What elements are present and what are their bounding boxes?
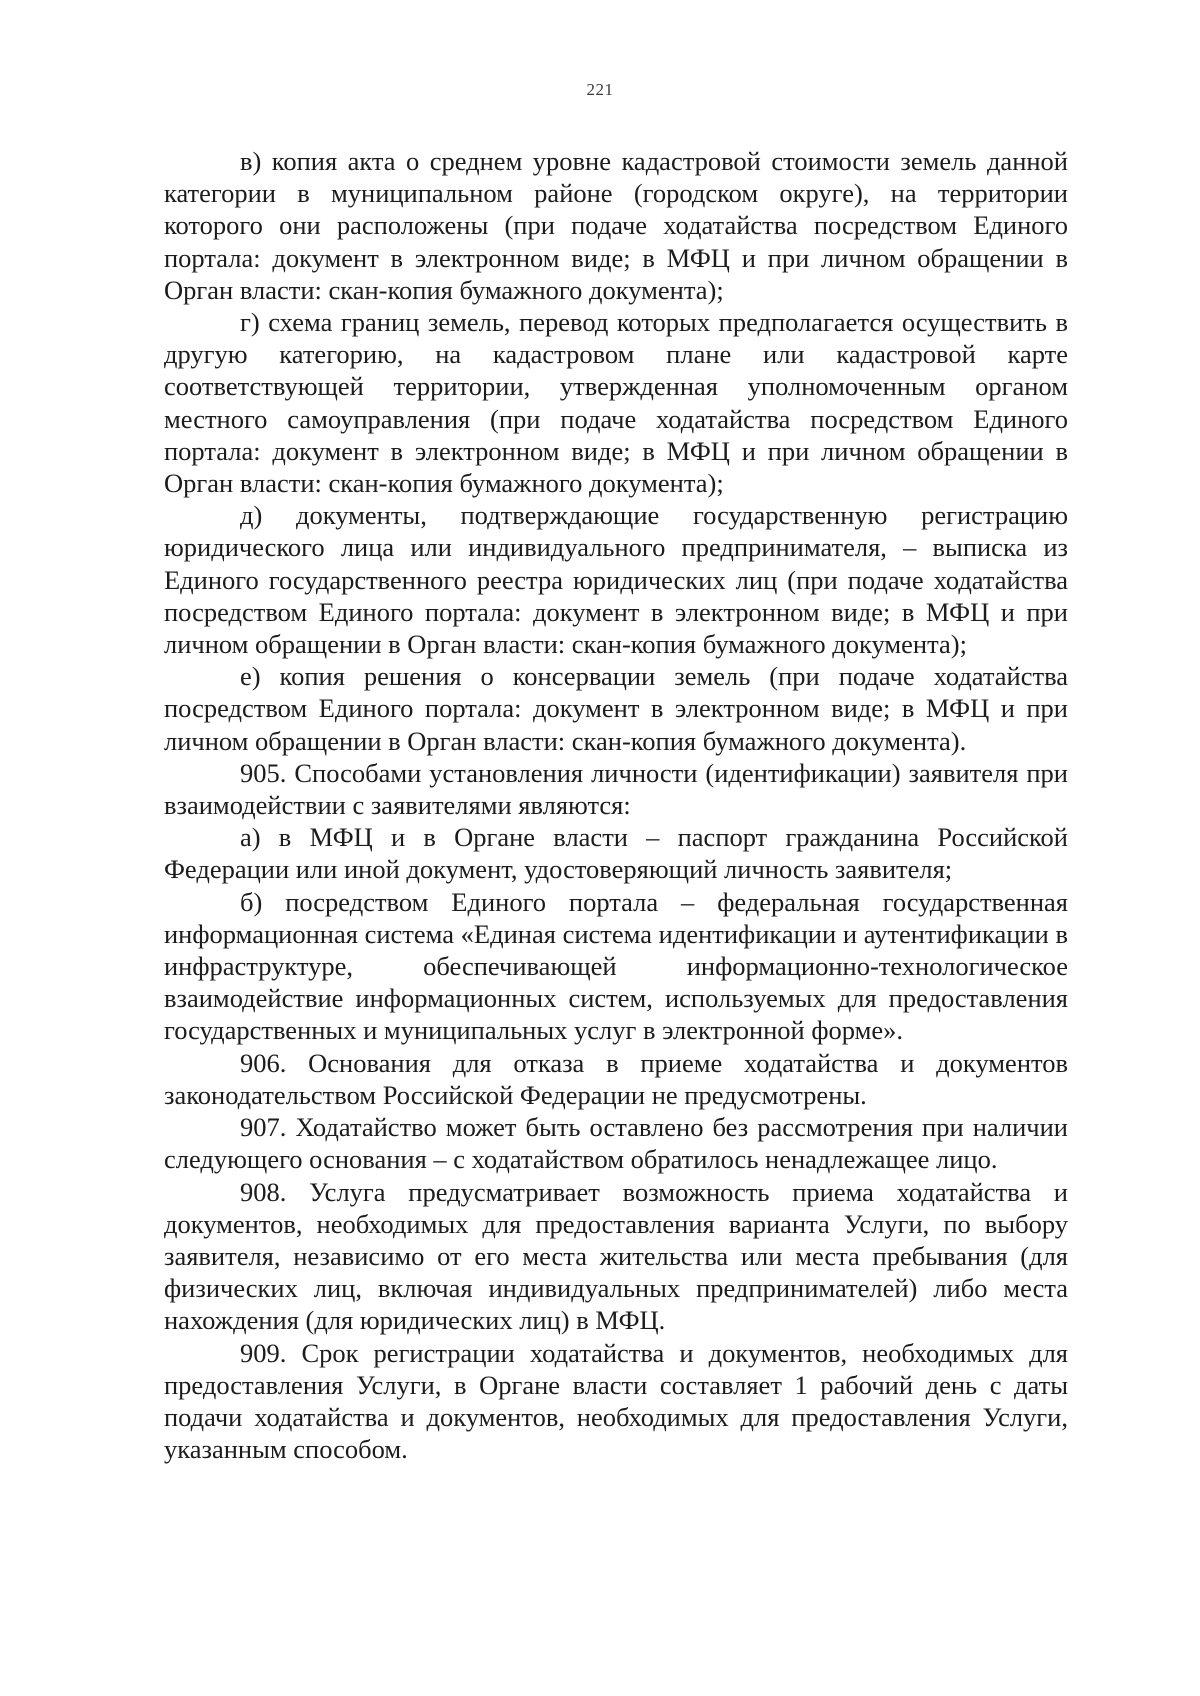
paragraph-e-conservation-decision: е) копия решения о консервации земель (при подаче ходатайства посредством Единого портала: документ в электронном виде; в МФЦ и при личном обращении в Орган власти: скан-копия бумажного документа). [164, 661, 1068, 756]
paragraph-v-cadastral-act-copy: в) копия акта о среднем уровне кадастровой стоимости земель данной категории в муниципальном районе (городском округе), на территории которого они расположены (при подаче ходатайства посредством Единого портала: документ в электронном виде; в МФЦ и при личном обращении в Орган власти: скан-копия бумажного документа); [164, 146, 1068, 305]
paragraph-906-refusal-grounds: 906. Основания для отказа в приеме ходатайства и документов законодательством Российской Федерации не предусмотрены. [164, 1047, 1068, 1110]
paragraph-909-registration-term: 909. Срок регистрации ходатайства и документов, необходимых для предоставления Услуги, в Органе власти составляет 1 рабочий день с даты подачи ходатайства и документов, необходимых для предоставления Услуги, указанным способом. [164, 1337, 1068, 1465]
paragraph-905-b-esia: б) посредством Единого портала – федеральная государственная информационная система «Единая система идентификации и аутентификации в инфраструктуре, обеспечивающей информационно-технологическое взаимодействие информационных систем, используемых для предоставления государственных и муниципальных услуг в электронной форме». [164, 886, 1068, 1046]
paragraph-g-land-boundary-scheme: г) схема границ земель, перевод которых предполагается осуществить в другую категорию, на кадастровом плане или кадастровой карте соответствующей территории, утвержденная уполномоченным органом местного самоуправления (при подаче ходатайства посредством Единого портала: документ в электронном виде; в МФЦ и при личном обращении в Орган власти: скан-копия бумажного документа); [164, 307, 1068, 499]
paragraph-905-a-passport: а) в МФЦ и в Органе власти – паспорт гражданина Российской Федерации или иной документ, удостоверяющий личность заявителя; [164, 822, 1068, 885]
paragraph-908-extraterritorial: 908. Услуга предусматривает возможность приема ходатайства и документов, необходимых для предоставления варианта Услуги, по выбору заявителя, независимо от его места жительства или места пребывания (для физических лиц, включая индивидуальных предпринимателей) либо места нахождения (для юридических лиц) в МФЦ. [164, 1176, 1068, 1336]
document-body [164, 145, 1068, 1465]
page-number: 221 [586, 80, 614, 99]
paragraph-907-no-consideration: 907. Ходатайство может быть оставлено без рассмотрения при наличии следующего основания – с ходатайством обратилось ненадлежащее лицо. [164, 1112, 1068, 1175]
paragraph-905-identification: 905. Способами установления личности (идентификации) заявителя при взаимодействии с заявителями являются: [164, 757, 1068, 821]
paragraph-d-registration-documents: д) документы, подтверждающие государственную регистрацию юридического лица или индивидуального предпринимателя, – выписка из Единого государственного реестра юридических лиц (при подаче ходатайства посредством Единого портала: документ в электронном виде; в МФЦ и при личном обращении в Орган власти: скан-копия бумажного документа); [164, 500, 1068, 660]
